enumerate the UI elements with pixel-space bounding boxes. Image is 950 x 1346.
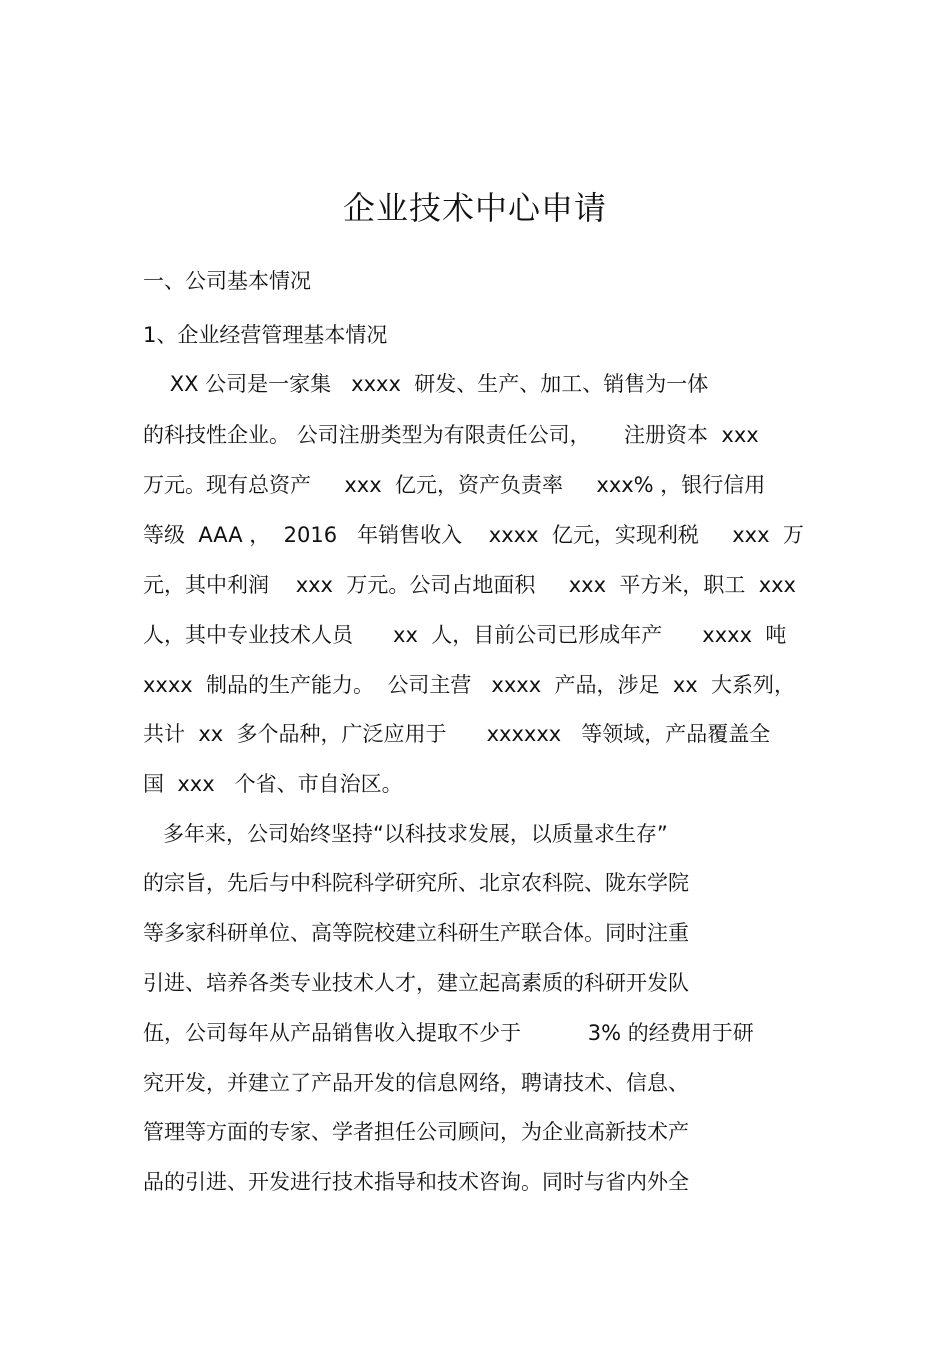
paragraph-line: 共计 xx 多个品种，广泛应用于 xxxxxx 等领域，产品覆盖全 [143,722,771,746]
subsection-heading: 1、企业经营管理基本情况 [143,323,388,347]
paragraph-line: 人，其中专业技术人员 xx 人，目前公司已形成年产 xxxx 吨 [143,623,787,647]
paragraph-line: 国 xxx 个省、市自治区。 [143,772,403,796]
section-heading: 一、公司基本情况 [143,269,311,293]
paragraph-line: xxxx 制品的生产能力。 公司主营 xxxx 产品，涉足 xx 大系列， [143,673,796,697]
paragraph-line: XX 公司是一家集 xxxx 研发、生产、加工、销售为一体 [143,372,709,396]
paragraph-line: 多年来，公司始终坚持“以科技求发展，以质量求生存” [143,822,668,846]
paragraph-line: 管理等方面的专家、学者担任公司顾问，为企业高新技术产 [143,1120,689,1144]
paragraph-line: 的科技性企业。 公司注册类型为有限责任公司， 注册资本 xxx [143,423,759,447]
paragraph-line: 的宗旨，先后与中科院科学研究所、北京农科院、陇东学院 [143,871,689,895]
paragraph-line: 万元。现有总资产 xxx 亿元，资产负责率 xxx% ，银行信用 [143,473,766,497]
paragraph-line: 伍，公司每年从产品销售收入提取不少于 3% 的经费用于研 [143,1021,754,1045]
paragraph-line: 等级 AAA ， 2016 年销售收入 xxxx 亿元，实现利税 xxx 万 [143,523,804,547]
paragraph-line: 等多家科研单位、高等院校建立科研生产联合体。同时注重 [143,921,689,945]
paragraph-line: 元，其中利润 xxx 万元。公司占地面积 xxx 平方米，职工 xxx [143,573,796,597]
paragraph-line: 引进、培养各类专业技术人才，建立起高素质的科研开发队 [143,971,689,995]
document-title: 企业技术中心申请 [342,189,607,227]
paragraph-line: 究开发，并建立了产品开发的信息网络，聘请技术、信息、 [143,1071,689,1095]
paragraph-line: 品的引进、开发进行技术指导和技术咨询。同时与省内外全 [143,1170,689,1194]
